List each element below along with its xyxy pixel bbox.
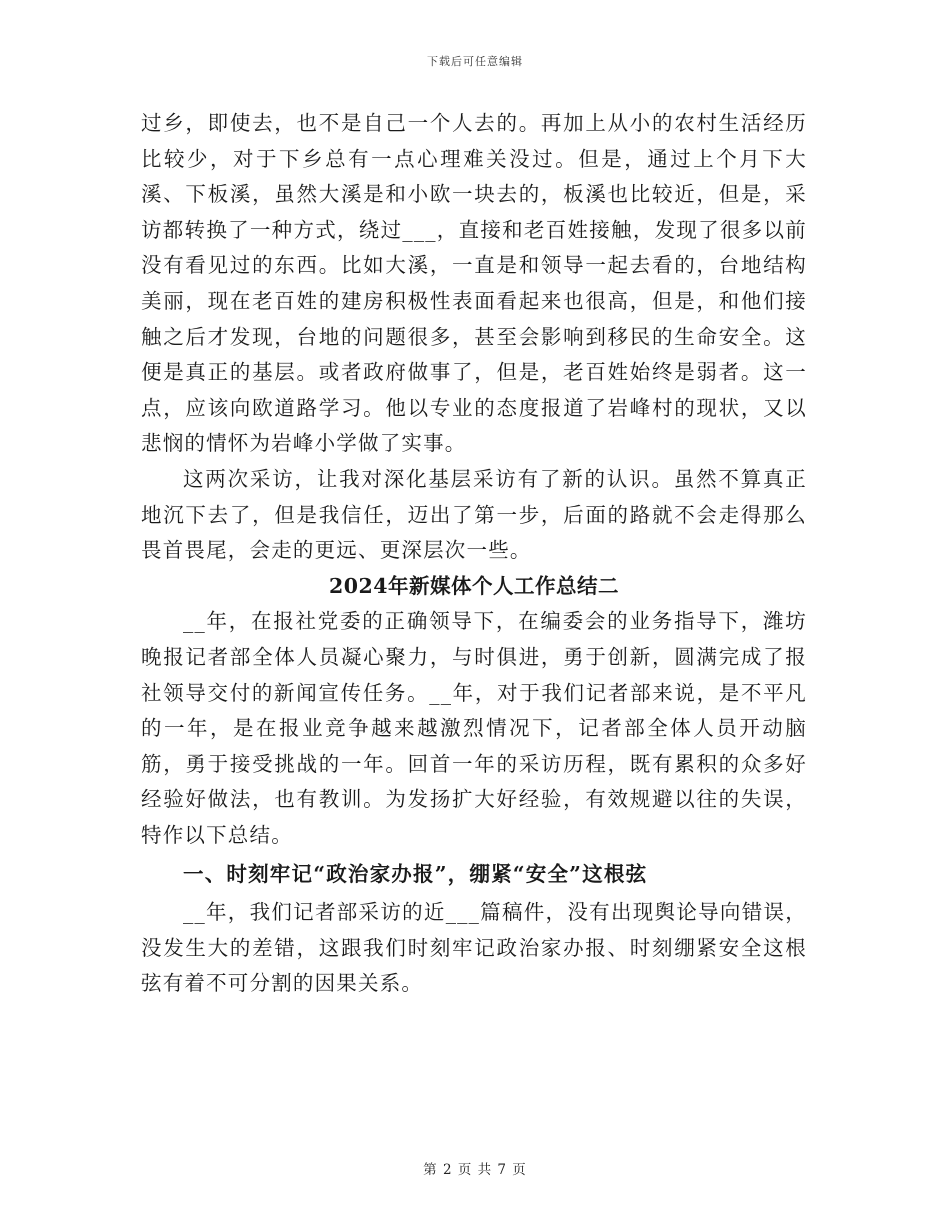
body-paragraph-2: 这两次采访，让我对深化基层采访有了新的认识。虽然不算真正地沉下去了，但是我信任，迈出了第一步，后面的路就不会走得那么畏首畏尾，会走的更远、更深层次一些。 <box>141 466 807 563</box>
body-paragraph-4: __年，我们记者部采访的近___篇稿件，没有出现舆论导向错误，没发生大的差错，这跟我们时刻牢记政治家办报、时刻绷紧安全这根弦有着不可分割的因果关系。 <box>141 900 807 996</box>
body-paragraph-1: 过乡，即使去，也不是自己一个人去的。再加上从小的农村生活经历比较少，对于下乡总有一点心理难关没过。但是，通过上个月下大溪、下板溪，虽然大溪是和小欧一块去的，板溪也比较近，但是，采访都转换了一种方式，绕过___，直接和老百姓接触，发现了很多以前没有看见过的东西。比如大溪，一直是和领导一起去看的，台地结构美丽，现在老百姓的建房积极性表面看起来也很高，但是，和他们接触之后才发现，台地的问题很多，甚至会影响到移民的生命安全。这便是真正的基层。或者政府做事了，但是，老百姓始终是弱者。这一点，应该向欧道路学习。他以专业的态度报道了岩峰村的现状，又以悲悯的情怀为岩峰小学做了实事。 <box>141 111 807 456</box>
section-title: 2024年新媒体个人工作总结二 <box>328 573 620 598</box>
header-note: 下载后可任意编辑 <box>427 55 523 68</box>
body-paragraph-3: __年，在报社党委的正确领导下，在编委会的业务指导下，潍坊晚报记者部全体人员凝心聚力，与时俱进，勇于创新，圆满完成了报社领导交付的新闻宣传任务。__年，对于我们记者部来说，是不平凡的一年，是在报业竞争越来越激烈情况下，记者部全体人员开动脑筋，勇于接受挑战的一年。回首一年的采访历程，既有累积的众多好经验好做法，也有教训。为发扬扩大好经验，有效规避以往的失误，特作以下总结。 <box>141 609 807 847</box>
document-body <box>141 106 807 1002</box>
page-number: 第 2 页 共 7 页 <box>423 1162 527 1178</box>
subheading-1: 一、时刻牢记“政治家办报”，绷紧“安全”这根弦 <box>183 862 648 887</box>
